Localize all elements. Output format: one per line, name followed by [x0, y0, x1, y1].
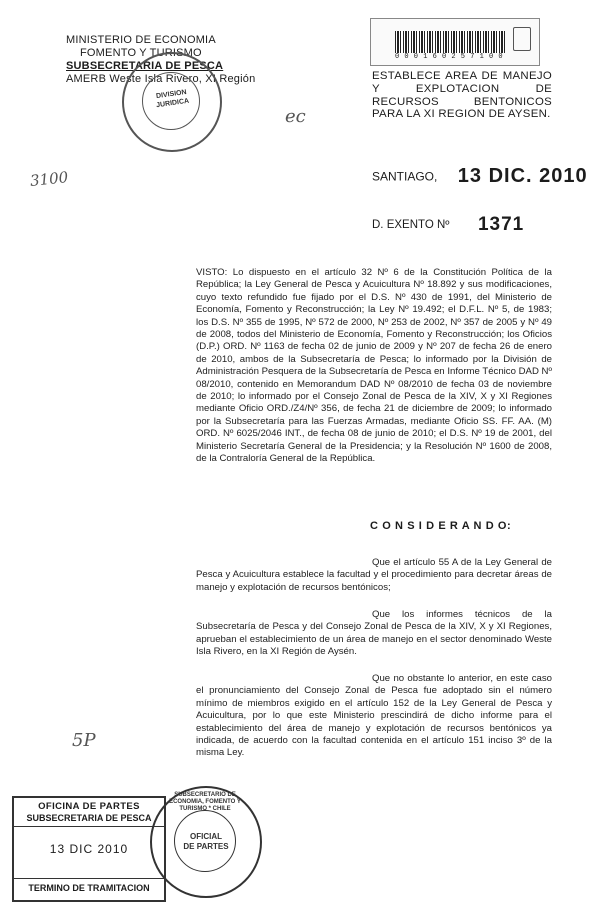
considerando-2: [196, 609, 552, 659]
division-juridica-stamp: [122, 52, 222, 152]
oficial-partes-round-stamp: [150, 786, 262, 898]
date-city: SANTIAGO,: [372, 169, 438, 184]
considerando-3: [196, 673, 552, 760]
considerando-heading: C O N S I D E R A N D O:: [370, 520, 512, 532]
oficina-partes-date: 13 DIC 2010: [49, 842, 129, 856]
oficina-partes-stamp: [12, 796, 166, 902]
header-fomento: FOMENTO Y TURISMO: [80, 47, 202, 59]
chile-logo-icon: [513, 27, 531, 51]
subject-block: ESTABLECE AREA DE MANEJO Y EXPLOTACION DE RECURSOS BENTONICOS PARA LA XI REGION DE AYSEN.: [372, 70, 552, 121]
header-amerb: AMERB Weste Isla Rivero, XI Región: [66, 73, 256, 85]
considerando-1-text: Que el artículo 55 A de la Ley General de Pesca y Acuicultura establece la facultad y el procedimiento para decretar áreas de manejo y explotación de recursos bentónicos;: [196, 557, 552, 593]
date-value: 13 DIC. 2010: [457, 165, 588, 187]
oficina-partes-line3: TERMINO DE TRAMITACION: [28, 883, 150, 893]
date-line: [372, 165, 588, 188]
handwritten-mark-left-mid: 5P: [72, 730, 96, 751]
handwritten-mark-top-left: 3100: [29, 168, 70, 190]
round-stamp-inner-ring: [174, 810, 236, 872]
header-subsecretaria: SUBSECRETARIA DE PESCA: [66, 60, 224, 72]
decree-line: [372, 214, 524, 236]
barcode-sticker: [370, 18, 540, 66]
considerando-1: [196, 557, 552, 594]
round-stamp-center-2: DE PARTES: [183, 842, 229, 851]
barcode-digits: 0 0 0 1 6 0 2 5 7 1 0 0: [395, 53, 504, 61]
visto-paragraph: [196, 267, 552, 466]
considerando-2-text: Que los informes técnicos de la Subsecretaría de Pesca y del Consejo Zonal de Pesca de la XIV, X y XI Regiones, aprueban el establecimiento de un área de manejo en el sector denominado Weste Isla Rivero, en la XI Región de Aysén.: [196, 609, 552, 658]
oficina-divider-1: [14, 826, 164, 827]
oficina-divider-2: [14, 878, 164, 879]
division-juridica-label: DIVISION JURIDICA: [155, 88, 190, 110]
considerando-3-text: Que no obstante lo anterior, en este caso el pronunciamiento del Consejo Zonal de Pesca fue adoptado sin el número mínimo de miembros exigido en el artículo 152 de la Ley General de Pesca y Acuicultura, por lo que este Ministerio prescindirá de dicho informe para el establecimiento del área de manejo y explotación de recursos bentónicos ya indicada, de acuerdo con la facultad contenida en el artículo 151 inciso 3º de la misma Ley.: [196, 673, 552, 759]
decree-label: D. EXENTO Nº: [372, 219, 450, 231]
oficina-partes-line1: OFICINA DE PARTES: [38, 801, 140, 812]
barcode-bars: [395, 31, 505, 53]
decree-number: 1371: [477, 214, 525, 235]
handwritten-mark-top-center: ec: [285, 106, 306, 127]
visto-text: VISTO: Lo dispuesto en el artículo 32 Nº 6 de la Constitución Política de la República; la Ley General de Pesca y Acuicultura Nº 18.892 y sus modificaciones, cuyo texto refundido fue fijado por el D.S. Nº 430 de 1991, del Ministerio de Economía, Fomento y Reconstrucción; la Ley Nº 19.492; el D.F.L. Nº 5, de 1983; los D.S. Nº 355 de 1995, Nº 572 de 2000, Nº 253 de 2002, Nº 357 de 2005 y Nº 49 de 2008, todos del Ministerio de Economía, Fomento y Reconstrucción; los Oficios (D.P.) ORD. Nº 1163 de fecha 02 de junio de 2009 y Nº 207 de fecha 26 de enero de 2010, ambos de la Subsecretaría de Pesca; lo informado por la División de Administración Pesquera de la Subsecretaría de Pesca en Informe Técnico DAD Nº 08/2010, contenido en Memorandum DAD Nº 08/2010 de fecha 03 de noviembre de 2010; lo informado por el Consejo Zonal de Pesca de la XIV, X y XI Regiones mediante Oficio ORD./Z4/Nº 356, de fecha 21 de diciembre de 2009; lo informado por la Subsecretaría para las Fuerzas Armadas, mediante Oficio SS. FF. AA. (M) ORD. Nº 6025/2046 INT., de fecha 08 de junio de 2010; el D.S. Nº 19 de 2001, del Ministerio Secretaría General de la Presidencia; y la Resolución Nº 1600 de 2008, de la Contraloría General de la República.: [196, 267, 552, 465]
oficina-partes-line2: SUBSECRETARIA DE PESCA: [26, 813, 152, 823]
round-stamp-ring-text: SUBSECRETARIO DE ECONOMIA, FOMENTO Y TURISMO * CHILE: [169, 792, 241, 812]
round-stamp-center-1: OFICIAL: [190, 832, 222, 841]
header-ministry: MINISTERIO DE ECONOMIA: [66, 34, 216, 46]
